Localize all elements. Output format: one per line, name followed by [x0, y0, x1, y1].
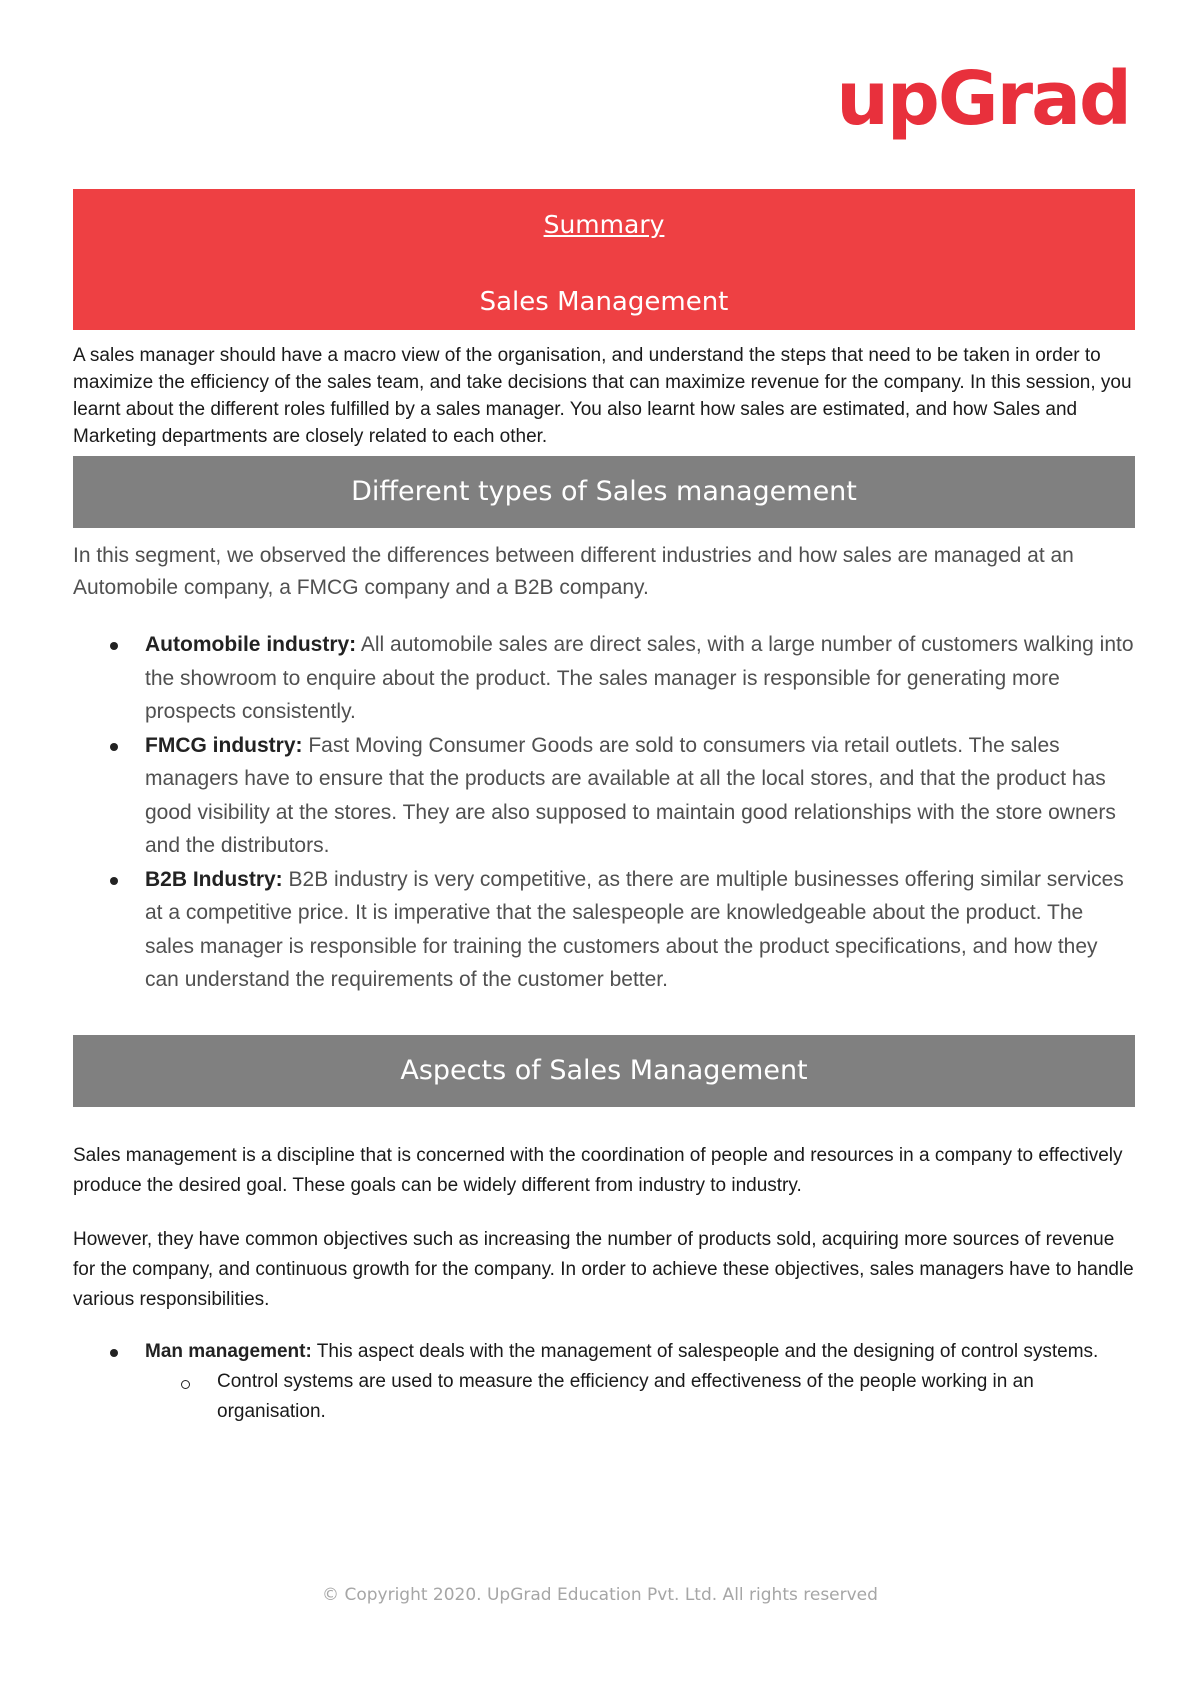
bullet-icon [110, 642, 118, 650]
intro-paragraph: A sales manager should have a macro view of the organisation, and understand the steps that need to be taken in order to maximize the efficiency of the sales team, and take decisions that can maximize revenue for the company. In this session, you learnt about the different roles fulfilled by a sales manager. You also learnt how sales are estimated, and how Sales and Marketing departments are closely related to each other. [73, 345, 1132, 447]
list-item-text: Fast Moving Consumer Goods are sold to consumers via retail outlets. The sales managers have to ensure that the products are available at all the local stores, and that the product has good visibility at the stores. They are also supposed to maintain good relationships with the store owners and the distributors. [145, 733, 1116, 857]
copyright-footer: © Copyright 2020. UpGrad Education Pvt. Ltd. All rights reserved [322, 1585, 878, 1605]
section-aspects-paragraph-2: However, they have common objectives such as increasing the number of products sold, acquiring more sources of revenue for the company, and continuous growth for the company. In order to achieve these objectives, sales managers have to handle various responsibilities. [73, 1228, 1134, 1310]
summary-banner [73, 189, 1135, 330]
upgrad-logo: upGrad [836, 56, 1130, 142]
list-item [73, 729, 1135, 863]
list-item-title: Automobile industry: [145, 633, 357, 656]
document-body [73, 189, 1135, 1427]
sub-list-item-text: Control systems are used to measure the efficiency and effectiveness of the people working in an organisation. [217, 1370, 1034, 1422]
bullet-icon [110, 877, 118, 885]
list-item [73, 628, 1135, 729]
sub-list [145, 1367, 1135, 1427]
list-item [73, 1337, 1135, 1427]
responsibilities-list [73, 1337, 1135, 1427]
bullet-icon [110, 743, 118, 751]
list-item-title: B2B Industry: [145, 867, 283, 891]
section-heading-aspects: Aspects of Sales Management [73, 1035, 1135, 1107]
document-title: Sales Management [479, 287, 729, 317]
section-aspects-paragraph-1: Sales management is a discipline that is concerned with the coordination of people and resources in a company to effectively produce the desired goal. These goals can be widely different from industry to industry. [73, 1144, 1123, 1196]
section-types-paragraph: In this segment, we observed the differences between different industries and how sales are managed at an Automobile company, a FMCG company and a B2B company. [73, 544, 1074, 599]
list-item-title: Man management: [145, 1340, 312, 1362]
list-item [73, 863, 1135, 997]
list-item-text: B2B industry is very competitive, as there are multiple businesses offering similar services at a competitive price. It is imperative that the salespeople are knowledgeable about the product. The sales manager is responsible for training the customers about the product specifications, and how they can understand the requirements of the customer better. [145, 867, 1124, 991]
bullet-icon [110, 1349, 118, 1357]
industry-list [73, 628, 1135, 997]
list-item-text: All automobile sales are direct sales, with a large number of customers walking into the showroom to enquire about the product. The sales manager is responsible for generating more prospects consistently. [145, 633, 1134, 723]
summary-label: Summary [543, 210, 665, 239]
list-item-text: This aspect deals with the management of salespeople and the designing of control systems. [311, 1340, 1099, 1362]
hollow-bullet-icon [181, 1380, 190, 1389]
list-item-title: FMCG industry: [145, 733, 303, 757]
sub-list-item [145, 1367, 1135, 1427]
section-heading-types: Different types of Sales management [73, 456, 1135, 528]
